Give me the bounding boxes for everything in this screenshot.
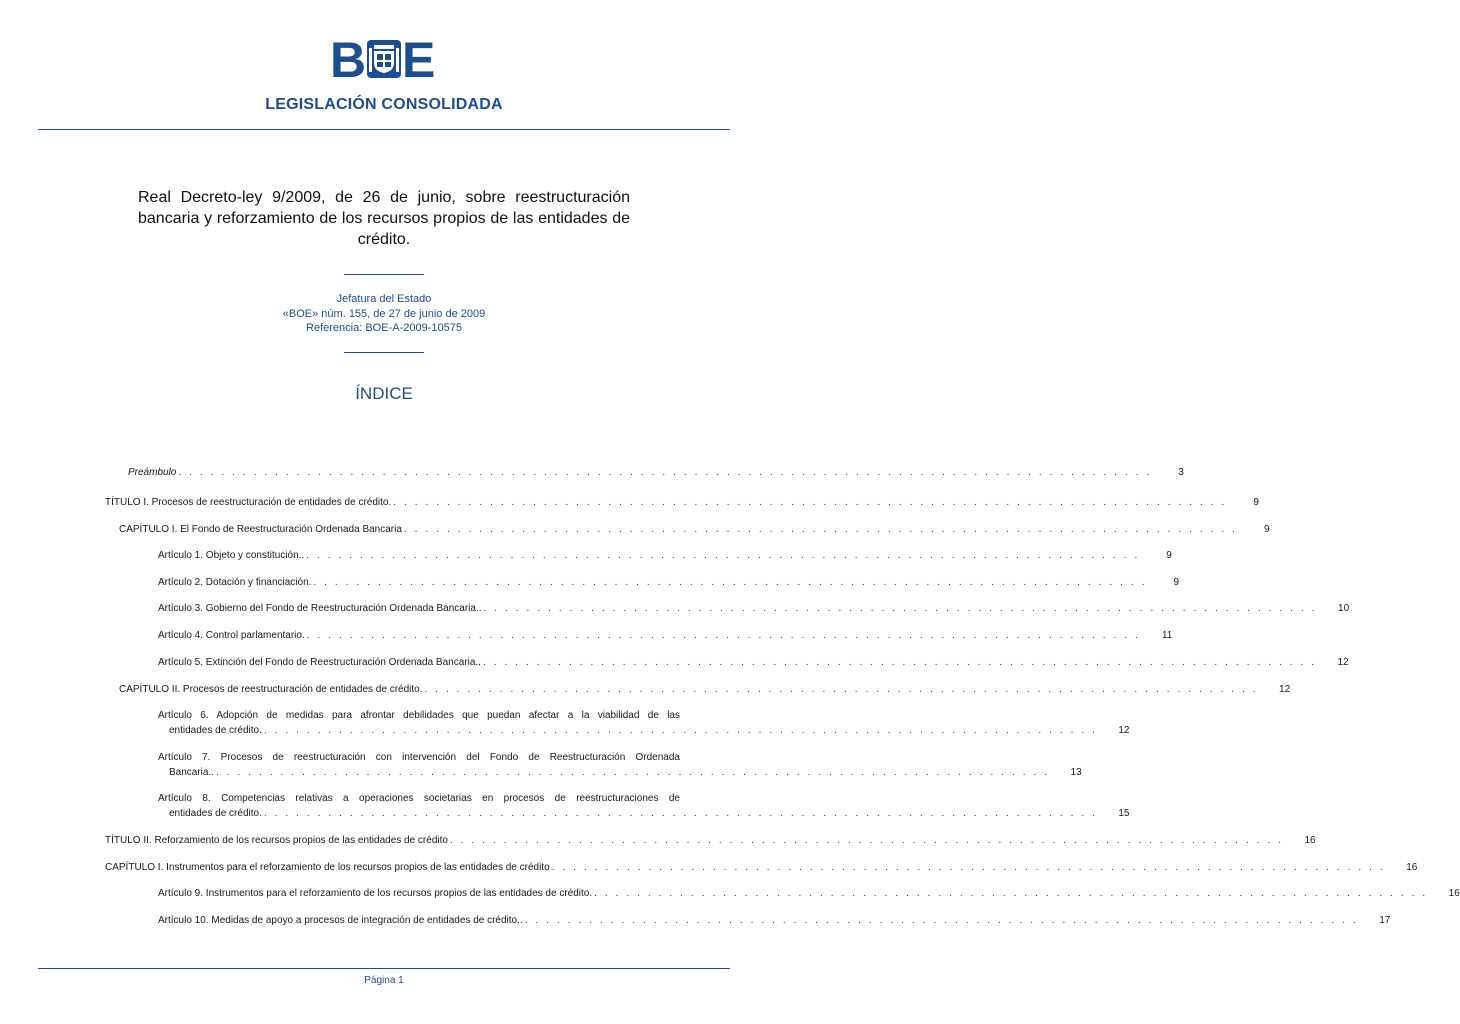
page-number: Página 1 (364, 975, 404, 986)
toc-entry-label: CAPÍTULO II. Procesos de reestructuración de entidades de crédito. (119, 684, 423, 695)
toc-entry-page: 9 (1166, 550, 1172, 561)
toc-entry-articulo-5[interactable] (158, 655, 1349, 670)
header-divider (38, 129, 730, 130)
leader-dots: . . . . . . . . . . . . . . . . . . . . . . . . . . . . . . . . . . . . . . . . . . . . . . . . . . . . . . . . . . . . . . . . . . . . . . . . . . . . . . (449, 835, 1284, 846)
toc-entry-label-continued: Bancaria.. (169, 767, 215, 778)
toc-entry-page: 9 (1253, 497, 1259, 508)
meta-divider (344, 352, 424, 353)
leader-dots: . . . . . . . . . . . . . . . . . . . . . . . . . . . . . . . . . . . . . . . . . . . . . . . . . . . . . . . . . . . . . . . . . . . . . . . . . . . . . . (482, 657, 1317, 668)
toc-entry-titulo-1[interactable] (105, 495, 1259, 510)
toc-entry-page: 16 (1304, 835, 1316, 846)
leader-dots: . . . . . . . . . . . . . . . . . . . . . . . . . . . . . . . . . . . . . . . . . . . . . . . . . . . . . . . . . . . . . . . . . . . . . . . . . . . . . . (306, 630, 1141, 641)
leader-dots: . . . . . . . . . . . . . . . . . . . . . . . . . . . . . . . . . . . . . . . . . . . . . . . . . . . . . . . . . . . . . . . . . . . . . . . . . . . . . . (263, 725, 1098, 736)
toc-entry-page: 11 (1161, 630, 1173, 641)
toc-entry-label: Artículo 7. Procesos de reestructuración con intervención del Fondo de Reestructuración Ordenada (158, 752, 680, 763)
leader-dots: . . . . . . . . . . . . . . . . . . . . . . . . . . . . . . . . . . . . . . . . . . . . . . . . . . . . . . . . . . . . . . . . . . . . . . . . . . . . . . (551, 862, 1386, 873)
toc-entry-label: Artículo 4. Control parlamentario. (158, 630, 305, 641)
toc-entry-articulo-3[interactable] (158, 601, 1350, 616)
toc-entry-page: 12 (1337, 657, 1349, 668)
svg-text:E: E (402, 32, 436, 88)
toc-entry-label-continued: entidades de crédito. (169, 725, 262, 736)
leader-dots: . . . . . . . . . . . . . . . . . . . . . . . . . . . . . . . . . . . . . . . . . . . . . . . . . . . . . . . . . . . . . . . . . . . . . . . . . . . . . . (313, 577, 1148, 588)
collection-title: LEGISLACIÓN CONSOLIDADA (265, 96, 503, 113)
coat-of-arms-icon (367, 40, 401, 78)
svg-text:B: B (330, 32, 365, 88)
toc-entry-page: 15 (1118, 808, 1130, 819)
leader-dots: . . . . . . . . . . . . . . . . . . . . . . . . . . . . . . . . . . . . . . . . . . . . . . . . . . . . . . . . . . . . . . . . . . . . . . . . . . . . . . (393, 497, 1227, 508)
leader-dots: . . . . . . . . . . . . . . . . . . . . . . . . . . . . . . . . . . . . . . . . . . . . . . . . . . . . . . . . . . . . . . . . . . . . . . . . . . . . . . (263, 808, 1098, 819)
toc-entry-preambulo[interactable] (128, 465, 1184, 480)
toc-entry-label: Preámbulo (128, 467, 177, 478)
toc-entry-label: CAPÍTULO I. Instrumentos para el reforzamiento de los recursos propios de las entidades de crédito (105, 862, 550, 873)
toc-entry-titulo-2[interactable] (105, 833, 1316, 848)
toc-entry-page: 12 (1279, 684, 1291, 695)
toc-entry-page: 17 (1379, 915, 1391, 926)
toc-entry-label: Artículo 3. Gobierno del Fondo de Reestructuración Ordenada Bancaria.. (158, 603, 482, 614)
leader-dots: . . . . . . . . . . . . . . . . . . . . . . . . . . . . . . . . . . . . . . . . . . . . . . . . . . . . . . . . . . . . . . . . . . . . . . . . . . . . . . (483, 603, 1318, 614)
leader-dots: . . . . . . . . . . . . . . . . . . . . . . . . . . . . . . . . . . . . . . . . . . . . . . . . . . . . . . . . . . . . . . . . . . . . . . . . . . . . . . (306, 550, 1140, 561)
toc-entry-capitulo-2[interactable] (119, 682, 1291, 697)
leader-dots: . . . . . . . . . . . . . . . . . . . . . . . . . . . . . . . . . . . . . . . . . . . . . . . . . . . . . . . . . . . . . . . . . . . . . . . . . . . . . . (424, 684, 1259, 695)
toc-entry-articulo-10[interactable] (158, 913, 1391, 928)
publication-info: «BOE» núm. 155, de 27 de junio de 2009 (282, 308, 486, 320)
footer-divider (38, 968, 730, 969)
toc-entry-capitulo-1[interactable] (119, 522, 1270, 537)
toc-entry-articulo-7[interactable] (158, 750, 1082, 780)
document-title: Real Decreto-ley 9/2009, de 26 de junio, sobre reestructuración bancaria y reforzamiento de los recursos propios de las entidades de crédito. (138, 189, 630, 248)
toc-entry-label: Artículo 2. Dotación y financiación. (158, 577, 312, 588)
title-divider (344, 274, 424, 275)
toc-entry-articulo-2[interactable] (158, 575, 1180, 590)
toc-entry-label: Artículo 10. Medidas de apoyo a procesos de integración de entidades de crédito.. (158, 915, 523, 926)
toc-entry-label: Artículo 8. Competencias relativas a operaciones societarias en procesos de reestructuraciones de (158, 793, 680, 804)
toc-entry-label: TÍTULO I. Procesos de reestructuración de entidades de crédito. (105, 497, 392, 508)
boe-logo (330, 32, 440, 88)
leader-dots: . . . . . . . . . . . . . . . . . . . . . . . . . . . . . . . . . . . . . . . . . . . . . . . . . . . . . . . . . . . . . . . . . . . . . . . . . . . . . . (403, 524, 1238, 535)
toc-entry-label: Artículo 9. Instrumentos para el reforzamiento de los recursos propios de las entidades de crédito. (158, 888, 593, 899)
toc-entry-capitulo-1-titulo-2[interactable] (105, 860, 1418, 875)
issuer: Jefatura del Estado (336, 293, 432, 305)
index-heading: ÍNDICE (355, 384, 413, 403)
toc-entry-label: TÍTULO II. Reforzamiento de los recursos propios de las entidades de crédito (105, 835, 448, 846)
toc-entry-page: 13 (1070, 767, 1082, 778)
toc-entry-page: 10 (1338, 603, 1350, 614)
toc-entry-page: 3 (1178, 467, 1184, 478)
leader-dots: . . . . . . . . . . . . . . . . . . . . . . . . . . . . . . . . . . . . . . . . . . . . . . . . . . . . . . . . . . . . . . . . . . . . . . . . . . . . . . (594, 888, 1428, 899)
toc-entry-page: 12 (1118, 725, 1130, 736)
leader-dots: . . . . . . . . . . . . . . . . . . . . . . . . . . . . . . . . . . . . . . . . . . . . . . . . . . . . . . . . . . . . . . . . . . . . . . . . . . . . . . (524, 915, 1359, 926)
toc-entry-label: CAPÍTULO I. El Fondo de Reestructuración Ordenada Bancaria (119, 524, 402, 535)
toc-entry-page: 9 (1173, 577, 1180, 588)
toc-entry-articulo-9[interactable] (158, 886, 1460, 901)
toc-entry-label: Artículo 1. Objeto y constitución.. (158, 550, 305, 561)
toc-entry-articulo-6[interactable] (158, 708, 1130, 738)
toc-entry-articulo-4[interactable] (158, 628, 1173, 643)
toc-entry-page: 16 (1448, 888, 1460, 899)
toc-entry-articulo-8[interactable] (158, 791, 1130, 821)
leader-dots: . . . . . . . . . . . . . . . . . . . . . . . . . . . . . . . . . . . . . . . . . . . . . . . . . . . . . . . . . . . . . . . . . . . . . . . . . . . . . . . . . . . . . . . . . . . (178, 467, 1152, 478)
leader-dots: . . . . . . . . . . . . . . . . . . . . . . . . . . . . . . . . . . . . . . . . . . . . . . . . . . . . . . . . . . . . . . . . . . . . . . . . . . . . . . (216, 767, 1050, 778)
reference-code: Referencia: BOE-A-2009-10575 (306, 322, 462, 334)
toc-entry-label-continued: entidades de crédito. (169, 808, 262, 819)
toc-entry-page: 9 (1264, 524, 1270, 535)
toc-entry-page: 16 (1406, 862, 1418, 873)
toc-entry-articulo-1[interactable] (158, 548, 1172, 563)
toc-entry-label: Artículo 6. Adopción de medidas para afrontar debilidades que puedan afectar a la viabilidad de las (158, 710, 680, 721)
toc-entry-label: Artículo 5. Extinción del Fondo de Reestructuración Ordenada Bancaria.. (158, 657, 481, 668)
